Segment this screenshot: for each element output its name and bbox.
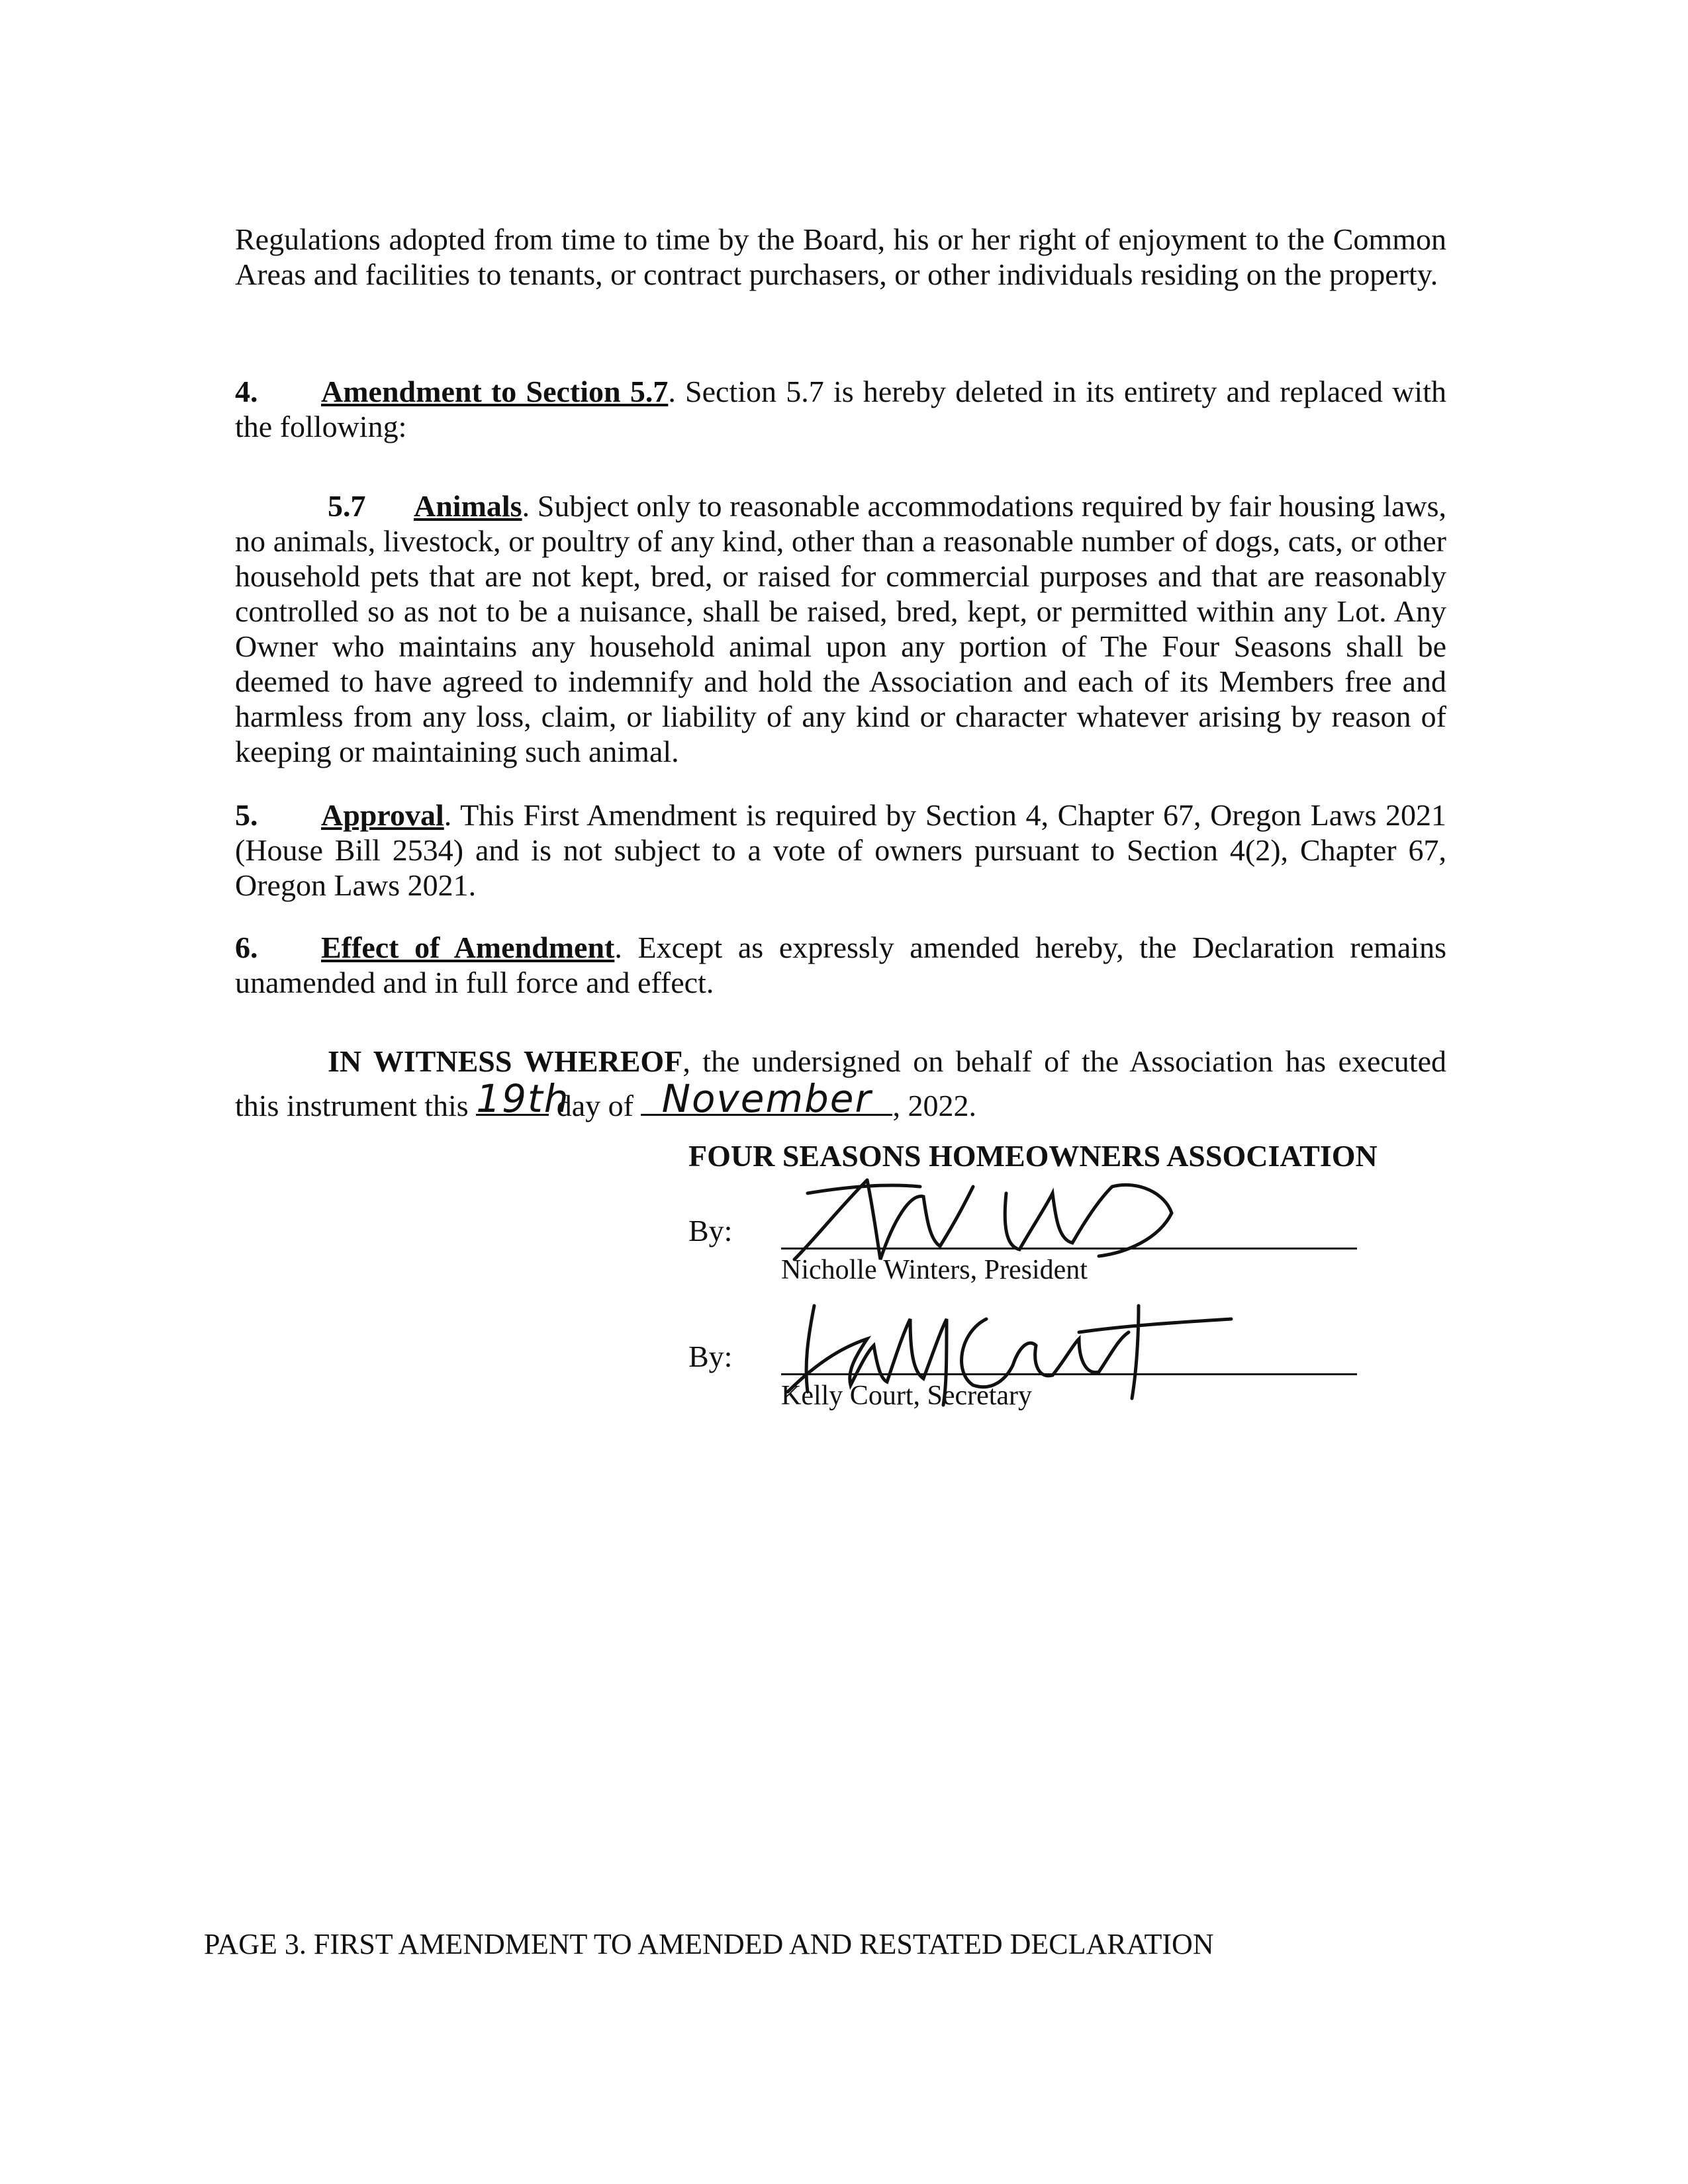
section-5-paragraph	[235, 797, 1446, 903]
day-blank	[476, 1076, 570, 1121]
handwritten-month: November	[661, 1076, 872, 1121]
section-body: . Except as expressly amended hereby, the Declaration remains unamended and in full force and effect.	[235, 931, 1446, 999]
signatory-name: Nicholle Winters, President	[781, 1255, 1088, 1285]
section-number: 5.7	[328, 489, 366, 523]
continuation-text: Regulations adopted from time to time by the Board, his or her right of enjoyment to the Common Areas and facilities to tenants, or contract purchasers, or other individuals residing on the property.	[235, 222, 1446, 291]
section-number: 4.	[235, 375, 258, 408]
by-label: By:	[688, 1214, 733, 1248]
section-6-paragraph	[235, 930, 1446, 1000]
witness-text: , the undersigned on behalf of the Association has executed this instrument this	[235, 1044, 1447, 1122]
section-number: 6.	[235, 931, 258, 964]
day-of-text: day of	[556, 1089, 633, 1122]
signature-line	[781, 1373, 1357, 1375]
signature-row-secretary	[688, 1319, 1417, 1425]
signature-row-president	[688, 1193, 1417, 1299]
witness-label: IN WITNESS WHEREOF	[328, 1044, 683, 1078]
signature-block	[688, 1138, 1417, 1425]
year-text: , 2022.	[892, 1089, 976, 1122]
section-number: 5.	[235, 798, 258, 832]
witness-paragraph	[235, 1042, 1446, 1125]
association-name: FOUR SEASONS HOMEOWNERS ASSOCIATION	[688, 1139, 1378, 1173]
signatory-name: Kelly Court, Secretary	[781, 1381, 1033, 1411]
section-4-paragraph	[235, 374, 1446, 444]
section-body: . Section 5.7 is hereby deleted in its entirety and replaced with the following:	[235, 375, 1446, 443]
section-heading: Approval	[321, 798, 444, 832]
section-heading: Animals	[414, 489, 522, 523]
page-footer: PAGE 3. FIRST AMENDMENT TO AMENDED AND RESTATED DECLARATION	[204, 1928, 1214, 1960]
section-body: . This First Amendment is required by Section 4, Chapter 67, Oregon Laws 2021 (House Bill 2534) and is not subject to a vote of owners pursuant to Section 4(2), Chapter 67, Oregon Laws 2021.	[235, 798, 1446, 902]
continuation-paragraph	[235, 222, 1446, 292]
by-label: By:	[688, 1340, 733, 1373]
month-blank	[641, 1076, 892, 1121]
section-body: . Subject only to reasonable accommodations required by fair housing laws, no animals, livestock, or poultry of any kind, other than a reasonable number of dogs, cats, or other household pets that are not kept, bred, or raised for commercial purposes and that are reasonably controlled so as not to be a nuisance, shall be raised, bred, kept, or permitted within any Lot. Any Owner who maintains any household animal upon any portion of The Four Seasons shall be deemed to have agreed to indemnify and hold the Association and each of its Members free and harmless from any loss, claim, or liability of any kind or character whatever arising by reason of keeping or maintaining such animal.	[235, 489, 1446, 768]
signature-line	[781, 1248, 1357, 1250]
section-5-7-paragraph	[235, 488, 1446, 769]
handwritten-day: 19th	[476, 1076, 570, 1121]
section-heading: Effect of Amendment	[321, 931, 615, 964]
section-heading: Amendment to Section 5.7	[321, 375, 669, 408]
